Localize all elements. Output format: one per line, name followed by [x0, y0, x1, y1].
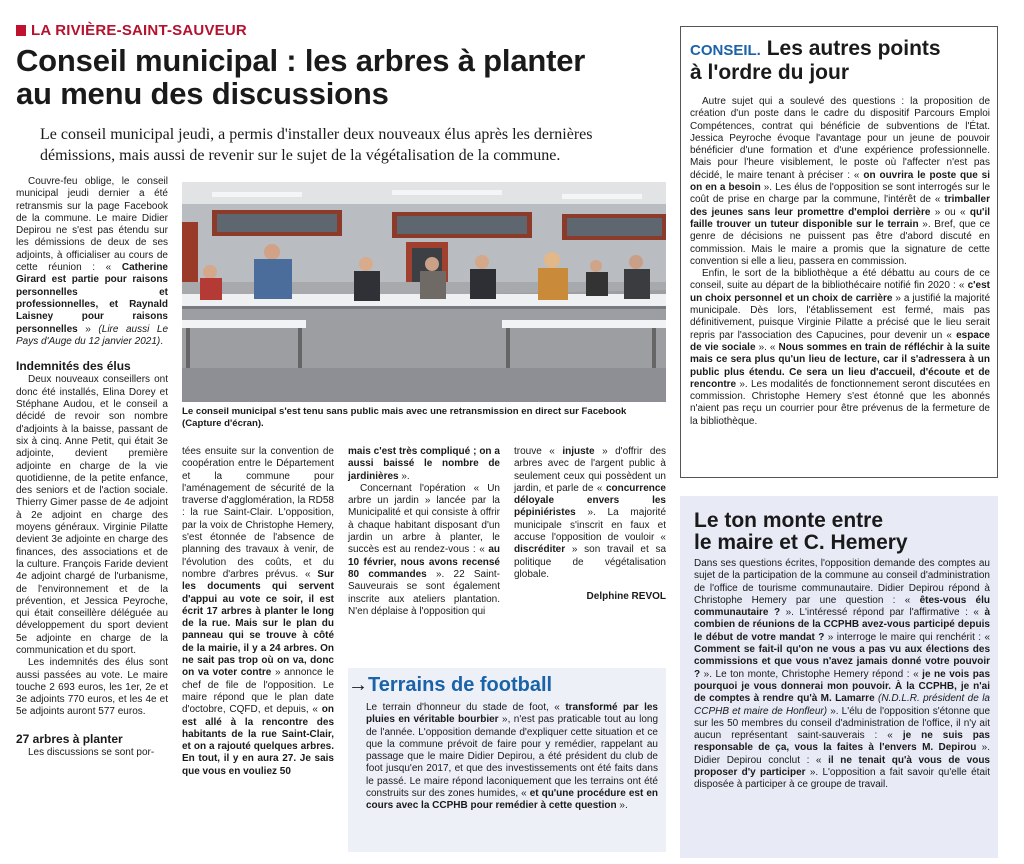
- box2-text: [694, 558, 990, 792]
- football-title: Terrains de football: [368, 674, 553, 696]
- col1-paragraph-3: Les indemnités des élus sont aussi passées au vote. Le maire touche 2 693 euros, les 1er, 2e et 3e adjoints 770 euros, et les 4e et 5e adjoints auront 577 euros.: [16, 657, 168, 718]
- photo-caption: Le conseil municipal s'est tenu sans public mais avec une retransmission en direct sur Facebook (Capture d'écran).: [182, 406, 627, 429]
- col1-paragraph-2: Deux nouveaux conseillers ont donc été installés, Elina Dorey et Stéphane Audou, et le conseil a décidé de revoir son nombre d'adjoints à la baisse, passant de six à cinq. Anne Petit, qui était 3e adjointe, devient première adjointe en charge de la vie quotidienne, de la petite enfance, des seniors et de l'action sociale. Thierry Gimer passe de 4e adjoint à 2e adjoint en charge des moyens généraux. Virginie Pilatte devient 3e adjointe en charge des finances, des associations et de la culture. François Faride devient 4e adjoint chargé de l'urbanisme, de l'environnement et de la prévention, et Jessica Peyroche, qui était conseillère déléguée au développement du sport devient 5e adjointe en charge de la communication et du sport.: [16, 374, 168, 656]
- box1-paragraph-2: Enfin, le sort de la bibliothèque a été débattu au cours de ce conseil, suite au départ de la bibliothécaire notifié fin 2020 : « c'est un choix personnel et un choix de carrière » a justifié la majorité municipale. Dès lors, l'établissement est fermé, mais pas définitivement, puisque Virginie Pilatte a précisé que le lieu serait repris par l'association des Capucines, pour devenir un « espace de vie sociale ». « Nous sommes en train de réfléchir à la suite mais ce sera plus qu'un lieu de lecture, car il s'adressera à un public plus étendu. Ce sera un lieu d'accueil, d'écoute et de rencontre ». Les modalités de fonctionnement seront discutées en commission. Christophe Hemery s'est étonné que les abonnés n'aient pas reçu un courrier pour être prévenus de la fermeture de la bibliothèque.: [690, 268, 991, 427]
- col3-paragraph-2: Concernant l'opération « Un arbre un jardin » lancée par la Municipalité et qui consiste à offrir à chaque habitant disposant d'un jardin un arbre à planter, le succès est au rendez-vous : « au 10 février, nous avons recensé 80 commandes ». 22 Saint-Sauveurais se sont également inscrite aux ateliers plantation. N'en déplaise à l'opposition qui: [348, 482, 500, 617]
- photo-council-meeting: [182, 182, 666, 402]
- column-4: [514, 446, 666, 604]
- box1-title: [690, 38, 990, 84]
- signature: Delphine REVOL: [586, 591, 666, 603]
- kicker-square: [16, 25, 26, 36]
- box2-title-line-2: le maire et C. Hemery: [694, 531, 908, 554]
- box1-title-line-1: Les autres points: [766, 37, 941, 60]
- column-1: [16, 176, 168, 759]
- chapo-line-2: démissions, mais aussi de revenir sur le sujet de la végétalisation de la commune.: [40, 147, 561, 164]
- column-2: [182, 446, 334, 778]
- col1-paragraph-4: Les discussions se sont por-: [28, 747, 155, 759]
- box2-paragraph: Dans ses questions écrites, l'opposition demande des comptes au sujet de la participation de la commune au conseil d'administration de l'office de tourisme communautaire. Didier Depirou répond à Christophe Hemery par une question : « êtes-vous élu communautaire ? ». L'intéressé répond par l'affirmative : « à combien de réunions de la CCPHB avez-vous participé depuis le début de votre mandat ? » interroge le maire qui renchérit : « Comment se fait-il qu'on ne vous a pas vu aux élections des commissions et que vous n'avez jamais donné votre pouvoir ? ». Le ton monte, Christophe Hemery répond : « je ne vois pas pourquoi je vous donnerai mon pouvoir. À la CCPHB, je n'ai de comptes à rendre qu'à M. Lamarre (N.D.L.R. président de la CCPHB et maire de Honfleur) ». L'élu de l'opposition s'étonne que sur les 50 membres du conseil d'administration de l'office, il n'y ait aucun représentant saint-sauverais : « je ne suis pas responsable de ça, vous la faites à l'envers M. Depirou ». Didier Depirou conclut : « il ne tenait qu'à vous de vous proposer d'y participer ». L'opposition a fait savoir qu'elle était disposée à participer à ce groupe de travail.: [694, 558, 991, 791]
- col4-paragraph: trouve « injuste » d'offrir des arbres avec de l'argent public à seulement ceux qui possèdent un jardin, et parle de « concurrence déloyale envers les pépiniéristes ». La majorité municipale s'inscrit en faux et accuse l'opposition de vouloir « discréditer » son travail et sa politique de végétalisation globale.: [514, 446, 667, 580]
- chapo: [40, 124, 680, 166]
- subhead-27-arbres: 27 arbres à planter: [16, 731, 123, 746]
- headline-line-1: Conseil municipal : les arbres à planter: [16, 43, 586, 78]
- chapo-line-1: Le conseil municipal jeudi, a permis d'installer deux nouveaux élus après les dernières: [40, 126, 593, 143]
- col1-paragraph-1: Couvre-feu oblige, le conseil municipal jeudi dernier a été retransmis sur la page Facebook de la commune. Le maire Didier Depirou ne s'est pas étendu sur les démissions de deux de ses adjoints, à officialiser au cours de cette réunion : « Catherine Girard est partie pour raisons personnelles et professionnelles, et Raynald Laisney pour raisons personnelles » (Lire aussi Le Pays d'Auge du 12 janvier 2021).: [16, 176, 169, 347]
- headline-line-2: au menu des discussions: [16, 76, 389, 111]
- box1-paragraph-1: Autre sujet qui a soulevé des questions : la proposition de création d'un poste dans le cadre du dispositif Parcours Emploi Compétences, contrat qui bénéficie de subventions de l'État. Jessica Peyroche évoque l'avantage pour un jeune de pouvoir bénéficier d'une formation et d'une expérience professionnelle. Mais pour l'heure visiblement, le poste où l'affecter n'est pas décidé, le maire tenant à préciser : « on ouvrira le poste que si on en a besoin ». Les élus de l'opposition se sont interrogés sur le coût de prise en charge par la commune, l'intérêt de « trimballer des jeunes sans leur promettre d'emploi derrière » ou « qu'il faille trouver un tuteur disponible sur le terrain ». Bref, que ce genre de décisions ne puissent pas être d'abord discuté en commission. Mais le maire a promis que la signature de cette convention si elle a lieu, passera en commission.: [690, 96, 991, 267]
- col3-paragraph-1: mais c'est très compliqué ; on a aussi baissé le nombre de jardinières ».: [348, 446, 500, 482]
- col2-paragraph: tées ensuite sur la convention de coopération entre le Département et la commune pour l'aménagement de sécurité de la traverse d'agglomération, la RD58 : la rue Saint-Clair. L'opposition, par la voix de Christophe Hemery, s'est étonnée de l'absence de planning des travaux à venir, de l'évolution des coûts, et du nombre d'arbres prévus. « Sur les documents qui servent d'appui au vote ce soir, il est écrit 17 arbres à planter le long de la rue. Mais sur le plan du panneau qui se trouve à côté de la mairie, il y a 24 arbres. On ne sait pas trop où on va, donc on va voter contre » annonce le chef de file de l'opposition. Le maire répond que le plan date d'octobre, CQFD, et depuis, « on est allé à la rencontre des habitants de la rue Saint-Clair, et on a rajouté quelques arbres. En tout, il y en aura 27. Je sais que vous en vouliez 50: [182, 446, 335, 777]
- football-text: [366, 702, 658, 813]
- arrow-icon: →: [348, 674, 368, 696]
- football-heading: [348, 674, 666, 697]
- headline: [16, 44, 676, 110]
- kicker: LA RIVIÈRE-SAINT-SAUVEUR: [16, 22, 247, 39]
- photo-illustration: [182, 182, 666, 402]
- subhead-indemnites: Indemnités des élus: [16, 359, 131, 374]
- column-3: [348, 446, 500, 618]
- box2-title-line-1: Le ton monte entre: [694, 509, 884, 532]
- box1-text: [690, 96, 990, 428]
- football-paragraph: Le terrain d'honneur du stade de foot, « transformé par les pluies en véritable bourbier », n'est pas praticable tout au long de l'année. L'opposition demande d'expliquer cette situation et ce que la commune prévoit de faire pour y remédier, rappelant au passage que le maire Didier Depirou, a été président du club de foot jusqu'en 2017, et que des investissements ont été faits dans le passé. Le maire répond laconiquement que les terrains ont été construits sur des zones humides, « et qu'une procédure est en cours avec la CCPHB pour remédier à cette question ».: [366, 702, 659, 812]
- box1-title-line-2: à l'ordre du jour: [690, 61, 850, 84]
- box2-title: [694, 510, 990, 554]
- box1-tag: CONSEIL.: [690, 42, 761, 59]
